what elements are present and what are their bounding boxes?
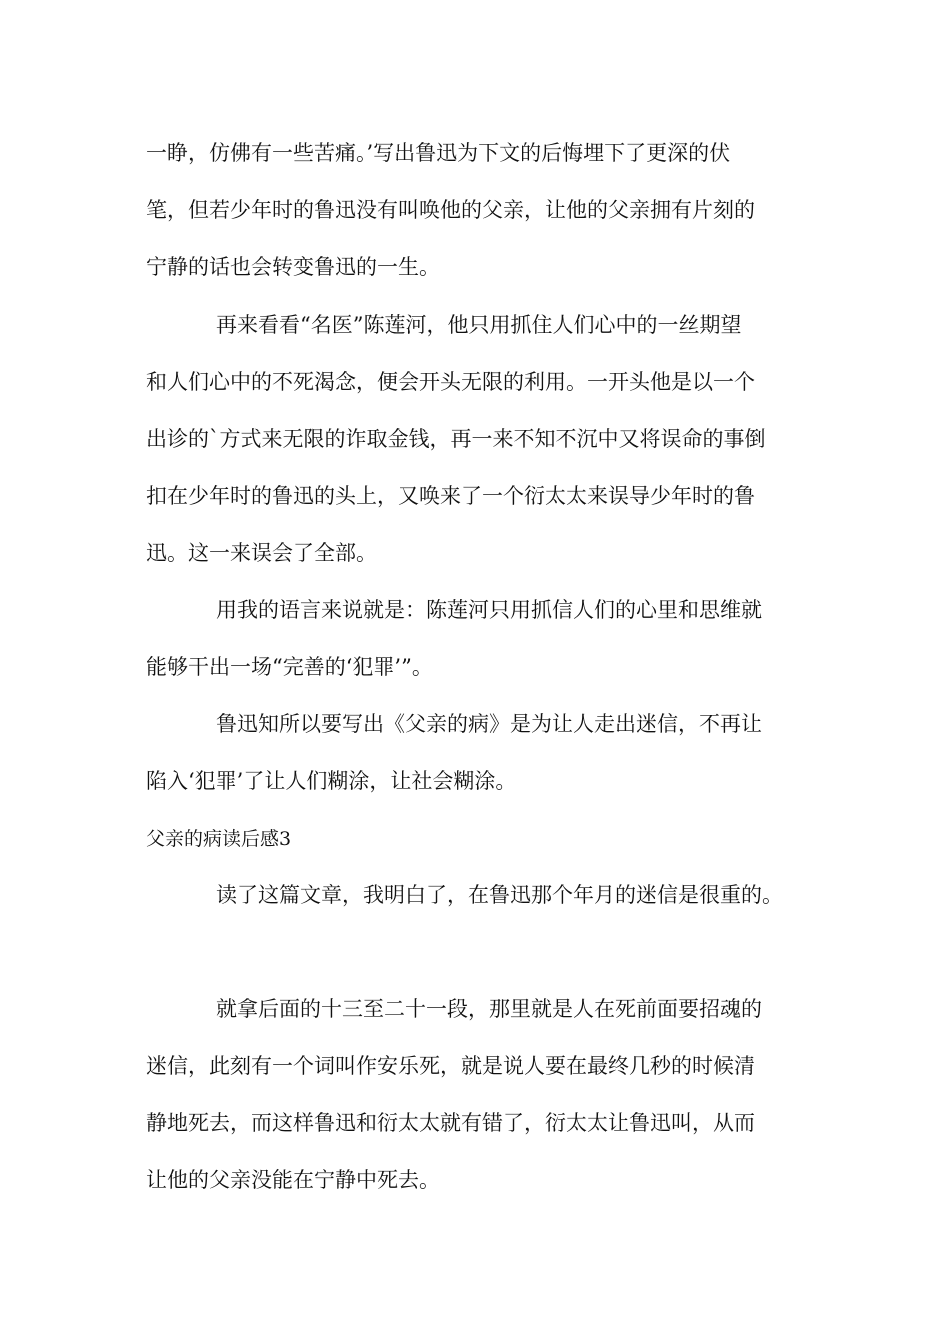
section-heading: 父亲的病读后感3 [146, 828, 292, 850]
paragraph-line: 再来看看“名医”陈莲河，他只用抓住人们心中的一丝期望 [216, 313, 742, 337]
paragraph-line: 读了这篇文章，我明白了，在鲁迅那个年月的迷信是很重的。 [216, 883, 783, 907]
paragraph-line: 陷入‘犯罪’了让人们糊涂，让社会糊涂。 [146, 769, 517, 793]
paragraph-line: 鲁迅知所以要写出《父亲的病》是为让人走出迷信，不再让 [216, 712, 762, 736]
paragraph-line: 出诊的`方式来无限的诈取金钱，再一来不知不沉中又将误命的事倒 [146, 427, 766, 451]
paragraph-line: 能够干出一场“完善的‘犯罪’”。 [146, 655, 433, 679]
paragraph-line: 迅。这一来误会了全部。 [146, 541, 377, 565]
paragraph-line: 静地死去，而这样鲁迅和衍太太就有错了，衍太太让鲁迅叫，从而 [146, 1111, 755, 1135]
paragraph-line: 就拿后面的十三至二十一段，那里就是人在死前面要招魂的 [216, 997, 762, 1021]
paragraph-line: 笔，但若少年时的鲁迅没有叫唤他的父亲，让他的父亲拥有片刻的 [146, 198, 755, 222]
paragraph-line: 扣在少年时的鲁迅的头上，又唤来了一个衍太太来误导少年时的鲁 [146, 484, 755, 508]
paragraph-line: 一睁，仿佛有一些苦痛。’写出鲁迅为下文的后悔埋下了更深的伏 [146, 141, 731, 165]
paragraph-line: 让他的父亲没能在宁静中死去。 [146, 1168, 440, 1192]
paragraph-line: 和人们心中的不死渴念，便会开头无限的利用。一开头他是以一个 [146, 370, 755, 394]
paragraph-line: 宁静的话也会转变鲁迅的一生。 [146, 255, 440, 279]
paragraph-line: 用我的语言来说就是：陈莲河只用抓信人们的心里和思维就 [216, 598, 762, 622]
paragraph-line: 迷信，此刻有一个词叫作安乐死，就是说人要在最终几秒的时候清 [146, 1054, 755, 1078]
